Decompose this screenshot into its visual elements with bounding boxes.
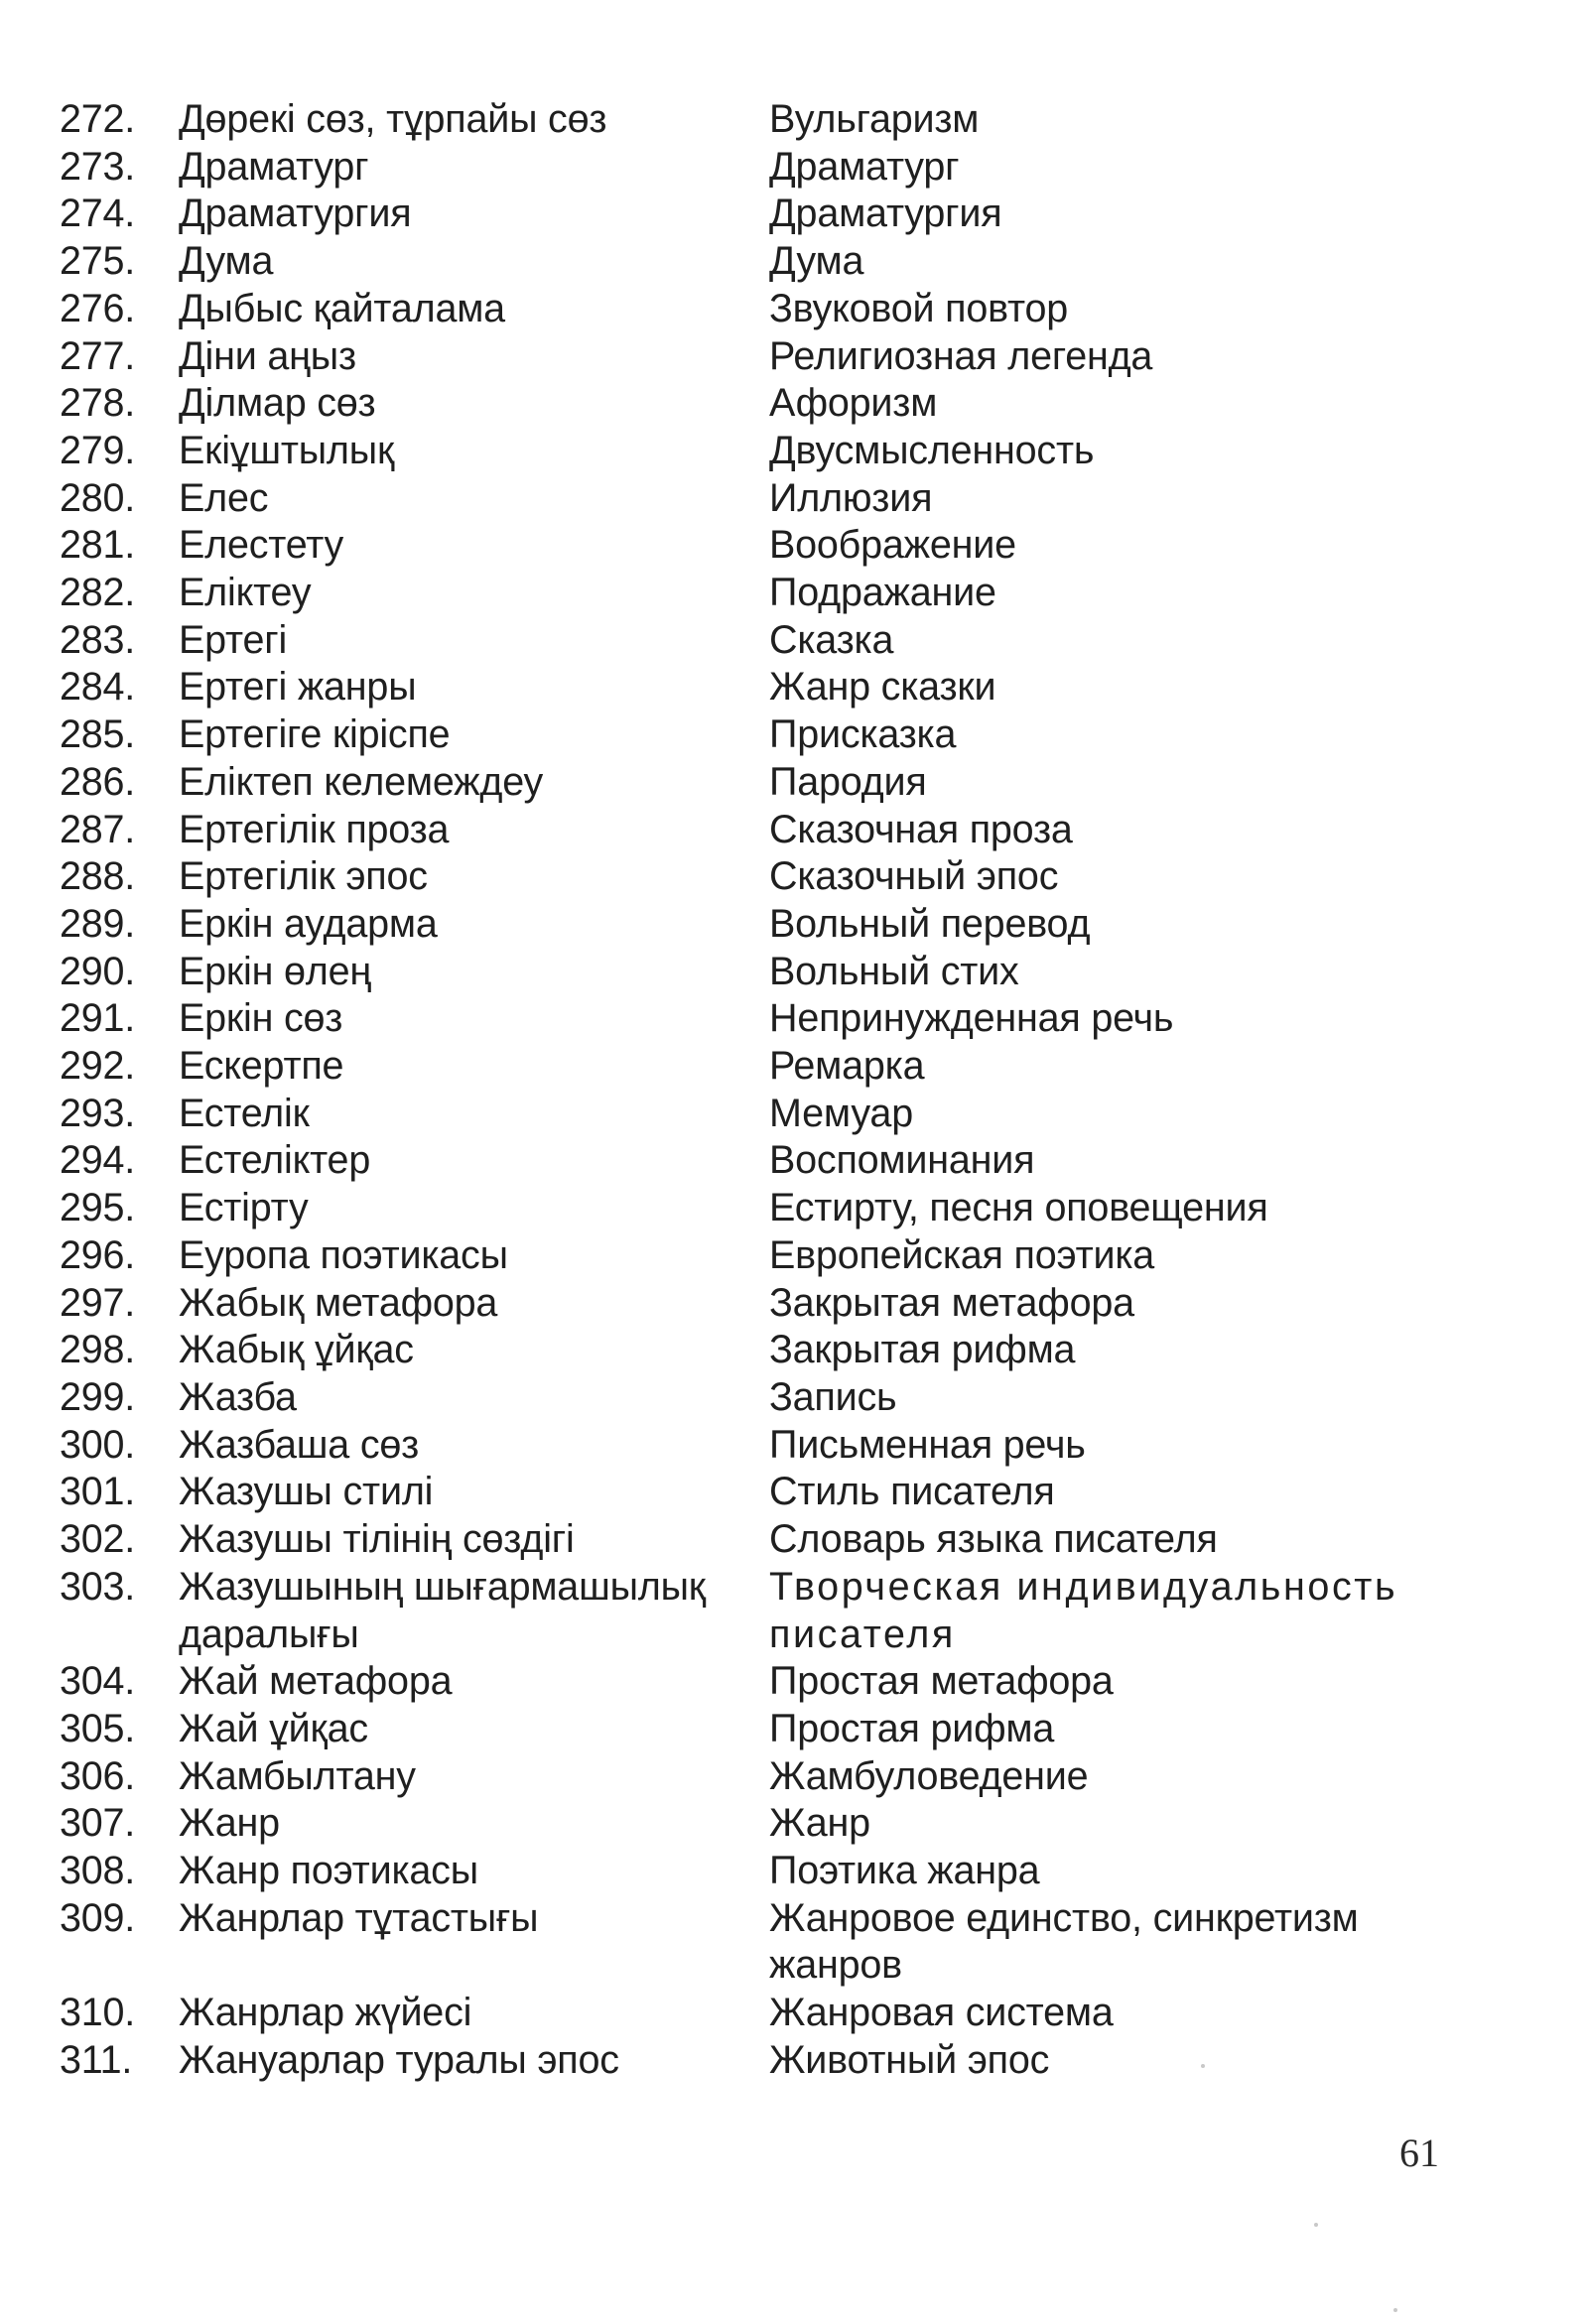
russian-term: Закрытая метафора (769, 1280, 1134, 1325)
entry-number: 301. (60, 1470, 136, 1514)
glossary-entry (60, 1895, 1469, 1990)
kazakh-term: Ертегі (179, 617, 288, 662)
kazakh-term: Еркін аударма (179, 901, 438, 946)
russian-term: Жанр сказки (769, 665, 996, 710)
kazakh-term: Жазбаша сөз (179, 1422, 420, 1467)
entry-number: 300. (60, 1422, 136, 1467)
kazakh-term: Жазушы стилі (179, 1470, 434, 1514)
glossary-entry (60, 333, 1469, 381)
kazakh-term: Ертегілік эпос (179, 854, 428, 899)
russian-term: Ремарка (769, 1044, 925, 1089)
entry-number: 278. (60, 381, 136, 426)
entry-number: 276. (60, 286, 136, 330)
glossary-entry (60, 144, 1469, 192)
glossary-entry (60, 1469, 1469, 1516)
russian-term: Творческая индивидуальность писателя (769, 1564, 1398, 1656)
entry-number: 292. (60, 1044, 136, 1089)
kazakh-term: Дума (179, 239, 274, 284)
entry-number: 274. (60, 192, 136, 236)
entry-number: 294. (60, 1138, 136, 1183)
glossary-entry (60, 1753, 1469, 1801)
russian-term: Закрытая рифма (769, 1328, 1076, 1372)
entry-number: 304. (60, 1659, 136, 1704)
glossary-entry (60, 1043, 1469, 1091)
entry-number: 303. (60, 1564, 136, 1609)
kazakh-term: Жабық метафора (179, 1280, 498, 1325)
russian-term: Словарь языка писателя (769, 1517, 1218, 1562)
entry-number: 282. (60, 571, 136, 615)
russian-term: Непринужденная речь (769, 996, 1174, 1041)
entry-number: 298. (60, 1328, 136, 1372)
kazakh-term: Ертегіге кіріспе (179, 712, 451, 757)
glossary-entry (60, 1516, 1469, 1564)
russian-term: Европейская поэтика (769, 1232, 1155, 1277)
glossary-entry (60, 901, 1469, 949)
entry-number: 306. (60, 1753, 136, 1798)
russian-term: Воображение (769, 523, 1016, 568)
glossary-entry (60, 191, 1469, 238)
entry-number: 310. (60, 1991, 136, 2035)
russian-term: Звуковой повтор (769, 286, 1069, 330)
glossary-entry (60, 380, 1469, 428)
kazakh-term: Еліктеу (179, 571, 312, 615)
glossary-entry (60, 1658, 1469, 1706)
russian-term: Сказочная проза (769, 807, 1073, 851)
entry-number: 287. (60, 807, 136, 851)
russian-term: Мемуар (769, 1091, 913, 1135)
entry-number: 272. (60, 97, 136, 141)
scan-speck (1201, 2064, 1205, 2068)
entry-number: 293. (60, 1091, 136, 1135)
russian-term: Животный эпос (769, 2037, 1050, 2082)
kazakh-term: Елес (179, 475, 269, 520)
entry-number: 302. (60, 1517, 136, 1562)
russian-term: Простая рифма (769, 1706, 1055, 1750)
russian-term: Жанр (769, 1801, 870, 1846)
glossary-entry (60, 1280, 1469, 1328)
russian-term: Воспоминания (769, 1138, 1035, 1183)
kazakh-term: Жамбылтану (179, 1753, 416, 1798)
glossary-entry (60, 1185, 1469, 1232)
glossary-entry (60, 1232, 1469, 1280)
russian-term: Пародия (769, 759, 927, 804)
glossary-entry (60, 617, 1469, 665)
kazakh-term: Діни аңыз (179, 333, 356, 378)
kazakh-term: Ертегілік проза (179, 807, 450, 851)
scan-speck (1314, 2223, 1318, 2227)
glossary-entry (60, 2037, 1469, 2085)
kazakh-term: Естелік (179, 1091, 310, 1135)
glossary-table (60, 96, 1469, 2085)
entry-number: 275. (60, 239, 136, 284)
russian-term: Письменная речь (769, 1422, 1086, 1467)
glossary-entry (60, 1848, 1469, 1895)
entry-number: 283. (60, 617, 136, 662)
glossary-entry (60, 1327, 1469, 1374)
russian-term: Драматургия (769, 192, 1002, 236)
glossary-entry (60, 664, 1469, 711)
kazakh-term: Драматургия (179, 192, 412, 236)
kazakh-term: Естірту (179, 1186, 309, 1230)
russian-term: Простая метафора (769, 1659, 1114, 1704)
russian-term: Религиозная легенда (769, 333, 1153, 378)
entry-number: 273. (60, 144, 136, 189)
kazakh-term: Жанрлар тұтастығы (179, 1895, 539, 1940)
glossary-entry (60, 1990, 1469, 2037)
glossary-entry (60, 807, 1469, 854)
kazakh-term: Дыбыс қайталама (179, 286, 505, 330)
kazakh-term: Екіұштылық (179, 428, 395, 472)
kazakh-term: Жанрлар жүйесі (179, 1991, 472, 2035)
entry-number: 281. (60, 523, 136, 568)
page-number: 61 (1399, 2130, 1439, 2175)
glossary-entry (60, 475, 1469, 523)
russian-term: Двусмысленность (769, 428, 1095, 472)
kazakh-term: Ертегі жанры (179, 665, 417, 710)
russian-term: Жанровое единство, синкретизм жанров (769, 1895, 1359, 1988)
kazakh-term: Еуропа поэтикасы (179, 1232, 508, 1277)
kazakh-term: Жай ұйқас (179, 1706, 368, 1750)
glossary-entry (60, 428, 1469, 475)
entry-number: 308. (60, 1849, 136, 1893)
entry-number: 297. (60, 1280, 136, 1325)
glossary-entry (60, 1374, 1469, 1422)
glossary-entry (60, 1564, 1469, 1658)
entry-number: 305. (60, 1706, 136, 1750)
entry-number: 288. (60, 854, 136, 899)
glossary-entry (60, 853, 1469, 901)
kazakh-term: Ескертпе (179, 1044, 344, 1089)
russian-term: Подражание (769, 571, 996, 615)
entry-number: 280. (60, 475, 136, 520)
entry-number: 309. (60, 1895, 136, 1940)
russian-term: Запись (769, 1374, 897, 1419)
russian-term: Жанровая система (769, 1991, 1114, 2035)
kazakh-term: Жазушы тілінің сөздігі (179, 1517, 575, 1562)
russian-term: Драматург (769, 144, 960, 189)
kazakh-term: Еркін сөз (179, 996, 343, 1041)
glossary-entry (60, 1422, 1469, 1470)
russian-term: Вульгаризм (769, 97, 980, 141)
russian-term: Жамбуловедение (769, 1753, 1089, 1798)
entry-number: 290. (60, 949, 136, 993)
kazakh-term: Жазба (179, 1374, 297, 1419)
glossary-entry (60, 96, 1469, 144)
entry-number: 286. (60, 759, 136, 804)
entry-number: 285. (60, 712, 136, 757)
kazakh-term: Жабық ұйқас (179, 1328, 414, 1372)
kazakh-term: Жай метафора (179, 1659, 453, 1704)
kazakh-term: Драматург (179, 144, 369, 189)
russian-term: Присказка (769, 712, 957, 757)
kazakh-term: Еркін өлең (179, 949, 371, 993)
russian-term: Поэтика жанра (769, 1849, 1040, 1893)
glossary-entry (60, 1137, 1469, 1185)
glossary-entry (60, 1706, 1469, 1753)
entry-number: 307. (60, 1801, 136, 1846)
scan-speck (1393, 2308, 1397, 2312)
entry-number: 296. (60, 1232, 136, 1277)
glossary-entry (60, 995, 1469, 1043)
glossary-entry (60, 286, 1469, 333)
russian-term: Вольный стих (769, 949, 1019, 993)
glossary-entry (60, 759, 1469, 807)
entry-number: 299. (60, 1374, 136, 1419)
glossary-entry (60, 238, 1469, 286)
russian-term: Дума (769, 239, 864, 284)
russian-term: Иллюзия (769, 475, 933, 520)
entry-number: 291. (60, 996, 136, 1041)
glossary-entry (60, 570, 1469, 617)
glossary-entry (60, 711, 1469, 759)
entry-number: 311. (60, 2037, 133, 2082)
kazakh-term: Дөрекі сөз, тұрпайы сөз (179, 97, 607, 141)
russian-term: Сказочный эпос (769, 854, 1059, 899)
russian-term: Афоризм (769, 381, 938, 426)
glossary-entry (60, 522, 1469, 570)
glossary-entry (60, 1800, 1469, 1848)
entry-number: 289. (60, 901, 136, 946)
russian-term: Сказка (769, 617, 894, 662)
glossary-entry (60, 949, 1469, 996)
kazakh-term: Жанр (179, 1801, 280, 1846)
kazakh-term: Еліктеп келемеждеу (179, 759, 544, 804)
entry-number: 279. (60, 428, 136, 472)
russian-term: Стиль писателя (769, 1470, 1055, 1514)
entry-number: 295. (60, 1186, 136, 1230)
russian-term: Вольный перевод (769, 901, 1091, 946)
entry-number: 284. (60, 665, 136, 710)
kazakh-term: Естеліктер (179, 1138, 371, 1183)
kazakh-term: Жануарлар туралы эпос (179, 2037, 619, 2082)
kazakh-term: Жанр поэтикасы (179, 1849, 478, 1893)
kazakh-term: Жазушының шығармашылық даралығы (179, 1564, 706, 1656)
kazakh-term: Елестету (179, 523, 344, 568)
entry-number: 277. (60, 333, 136, 378)
glossary-entry (60, 1091, 1469, 1138)
kazakh-term: Ділмар сөз (179, 381, 376, 426)
russian-term: Естирту, песня оповещения (769, 1186, 1268, 1230)
